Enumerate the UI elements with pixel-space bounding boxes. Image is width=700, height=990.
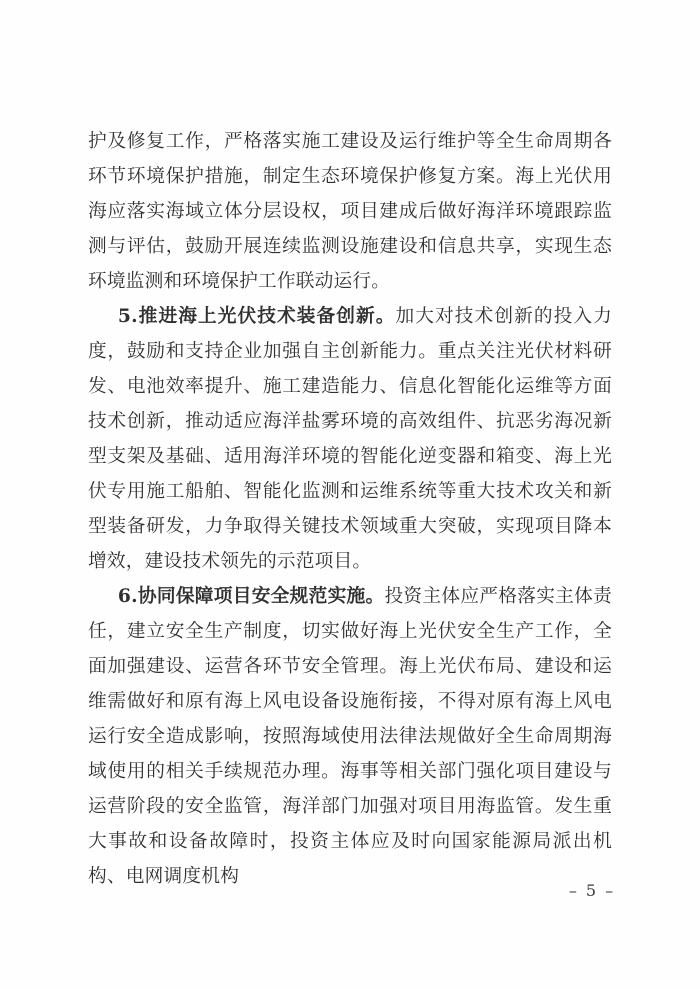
section-6-body: 投资主体应严格落实主体责任，建立安全生产制度，切实做好海上光伏安全生产工作，全面加强建设、运营各环节安全管理。海上光伏布局、建设和运维需做好和原有海上风电设备设施衔接，不得对原有海上风电运行安全造成影响，按照海域使用法律法规做好全生命周期海域使用的相关手续规范办理。海事等相关部门强化项目建设与运营阶段的安全监管，海洋部门加强对项目用海监管。发生重大事故和设备故障时，投资主体应及时向国家能源局派出机构、电网调度机构 bbox=[88, 586, 612, 887]
section-5-body: 加大对技术创新的投入力度，鼓励和支持企业加强自主创新能力。重点关注光伏材料研发、电池效率提升、施工建造能力、信息化智能化运维等方面技术创新，推动适应海洋盐雾环境的高效组件、抗恶劣海况新型支架及基础、适用海洋环境的智能化逆变器和箱变、海上光伏专用施工船舶、智能化监测和运维系统等重大技术攻关和新型装备研发，力争取得关键技术领域重大突破，实现项目降本增效，建设技术领先的示范项目。 bbox=[88, 306, 612, 572]
paragraph-section-5 bbox=[88, 299, 612, 579]
section-6-heading: 6.协同保障项目安全规范实施。 bbox=[117, 585, 385, 607]
page-number: – 5 – bbox=[568, 881, 616, 900]
section-5-heading: 5.推进海上光伏技术装备创新。 bbox=[117, 305, 396, 327]
paragraph-continuation-text: 护及修复工作，严格落实施工建设及运行维护等全生命周期各环节环境保护措施，制定生态环境保护修复方案。海上光伏用海应落实海域立体分层设权，项目建成后做好海洋环境跟踪监测与评估，鼓励开展连续监测设施建设和信息共享，实现生态环境监测和环境保护工作联动运行。 bbox=[88, 131, 612, 292]
page-body-text bbox=[88, 124, 612, 894]
paragraph-section-6 bbox=[88, 579, 612, 894]
paragraph-continuation bbox=[88, 124, 612, 299]
